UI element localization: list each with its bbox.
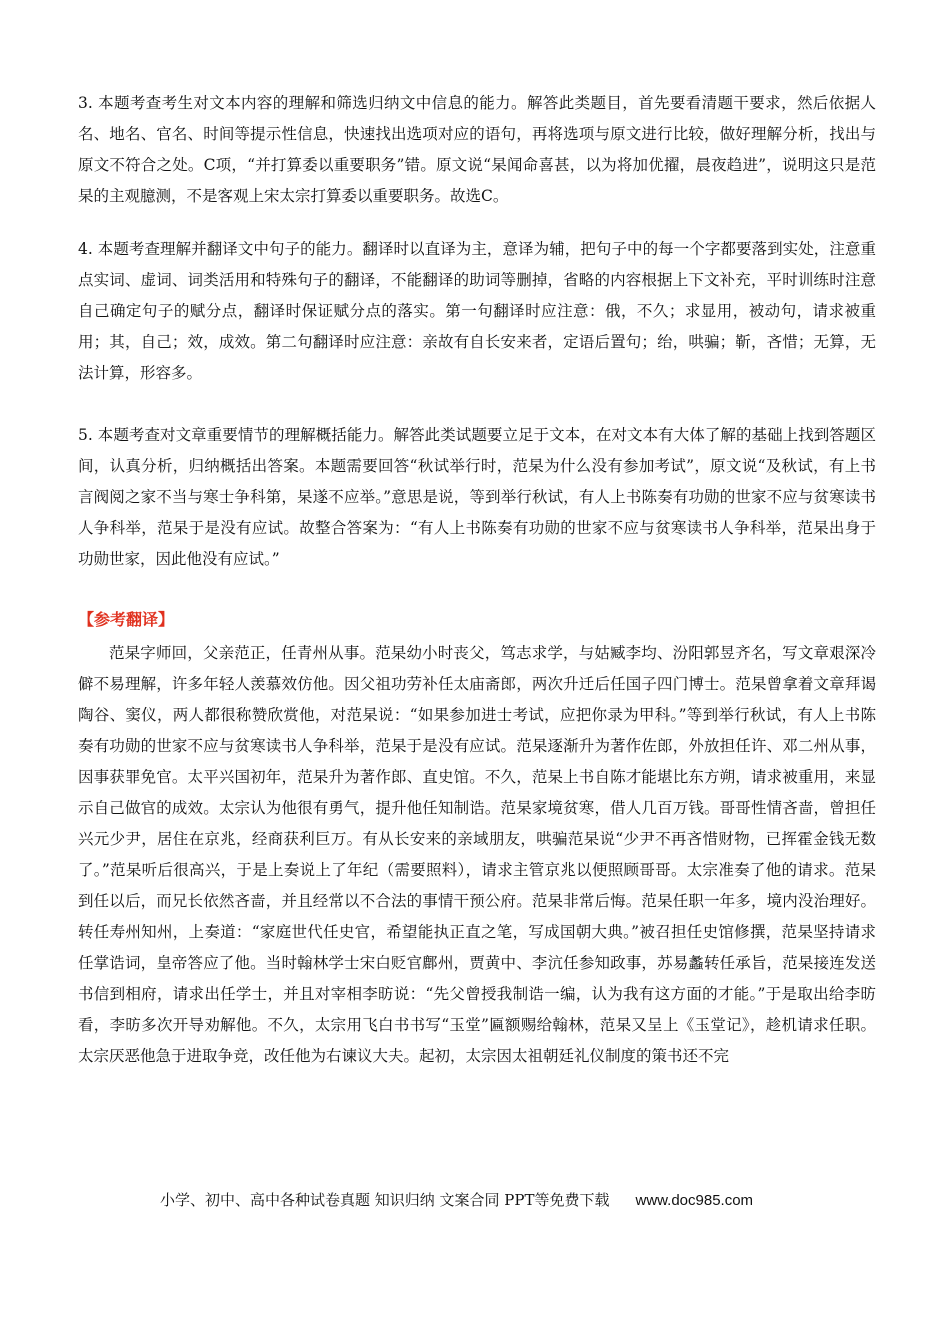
- translation-body: 范杲字师回，父亲范正，任青州从事。范杲幼小时丧父，笃志求学，与姑臧李均、汾阳郭昱齐名，写文章艰深冷僻不易理解，许多年轻人羡慕效仿他。因父祖功劳补任太庙斋郎，两次升迁后任国子四门博士。范杲曾拿着文章拜谒陶谷、窦仪，两人都很称赞欣赏他，对范杲说：“如果参加进士考试，应把你录为甲科。”等到举行秋试，有人上书陈奏有功勋的世家不应与贫寒读书人争科举，范杲于是没有应试。范杲逐渐升为著作佐郎，外放担任许、邓二州从事，因事获罪免官。太平兴国初年，范杲升为著作郎、直史馆。不久，范杲上书自陈才能堪比东方朔，请求被重用，来显示自己做官的成效。太宗认为他很有勇气，提升他任知制诰。范杲家境贫寒，借人几百万钱。哥哥性情吝啬，曾担任兴元少尹，居住在京兆，经商获利巨万。有从长安来的亲域朋友，哄骗范杲说“少尹不再吝惜财物，已挥霍金钱无数了。”范杲听后很高兴，于是上奏说上了年纪（需要照料），请求主管京兆以便照顾哥哥。太宗准奏了他的请求。范杲到任以后，而兄长依然吝啬，并且经常以不合法的事情干预公府。范杲非常后悔。范杲任职一年多，境内没治理好。转任寿州知州，上奏道：“家庭世代任史官，希望能执正直之笔，写成国朝大典。”被召担任史馆修撰，范杲坚持请求任掌诰词，皇帝答应了他。当时翰林学士宋白贬官鄜州，贾黄中、李沆任参知政事，苏易蠡转任承旨，范杲接连发送书信到相府，请求出任学士，并且对宰相李昉说：“先父曾授我制诰一编，认为我有这方面的才能。”于是取出给李昉看，李昉多次开导劝解他。不久，太宗用飞白书书写“玉堂”匾额赐给翰林，范杲又呈上《玉堂记》，趁机请求任职。太宗厌恶他急于进取争竞，改任他为右谏议大夫。起初，太宗因太祖朝廷礼仪制度的策书还不完: [78, 644, 876, 1065]
- answer-4: 4. 本题考查理解并翻译文中句子的能力。翻译时以直译为主，意译为辅，把句子中的每一个字都要落到实处，注意重点实词、虚词、词类活用和特殊句子的翻译，不能翻译的助词等删掉，省略的内容根据上下文补充，平时训练时注意自己确定句子的赋分点，翻译时保证赋分点的落实。第一句翻译时应注意：俄，不久；求显用，被动句，请求被重用；其，自己；效，成效。第二句翻译时应注意：亲故有自长安来者，定语后置句；绐，哄骗；靳，吝惜；无算，无法计算，形容多。: [78, 240, 876, 382]
- answer-5: 5. 本题考查对文章重要情节的理解概括能力。解答此类试题要立足于文本，在对文本有大体了解的基础上找到答题区间，认真分析，归纳概括出答案。本题需要回答“秋试举行时，范杲为什么没有参加考试”，原文说“及秋试，有上书言阀阅之家不当与寒士争科第，杲遂不应举。”意思是说，等到举行秋试，有人上书陈奏有功勋的世家不应与贫寒读书人争科举，范杲于是没有应试。故整合答案为：“有人上书陈奏有功勋的世家不应与贫寒读书人争科举，范杲出身于功勋世家，因此他没有应试。”: [78, 426, 876, 568]
- answer-3: 3. 本题考查考生对文本内容的理解和筛选归纳文中信息的能力。解答此类题目，首先要看清题干要求，然后依据人名、地名、官名、时间等提示性信息，快速找出选项对应的语句，再将选项与原文进行比较，做好理解分析，找出与原文不符合之处。C项，“并打算委以重要职务”错。原文说“杲闻命喜甚，以为将加优擢，晨夜趋进”，说明这只是范杲的主观臆测，不是客观上宋太宗打算委以重要职务。故选C。: [78, 94, 876, 205]
- footer-site-link[interactable]: www.doc985.com: [635, 1192, 754, 1209]
- reference-translation-heading: 【参考翻译】: [78, 610, 175, 629]
- page-footer: [160, 1188, 753, 1213]
- footer-text: 小学、初中、高中各种试卷真题 知识归纳 文案合同 PPT等免费下载: [160, 1191, 610, 1209]
